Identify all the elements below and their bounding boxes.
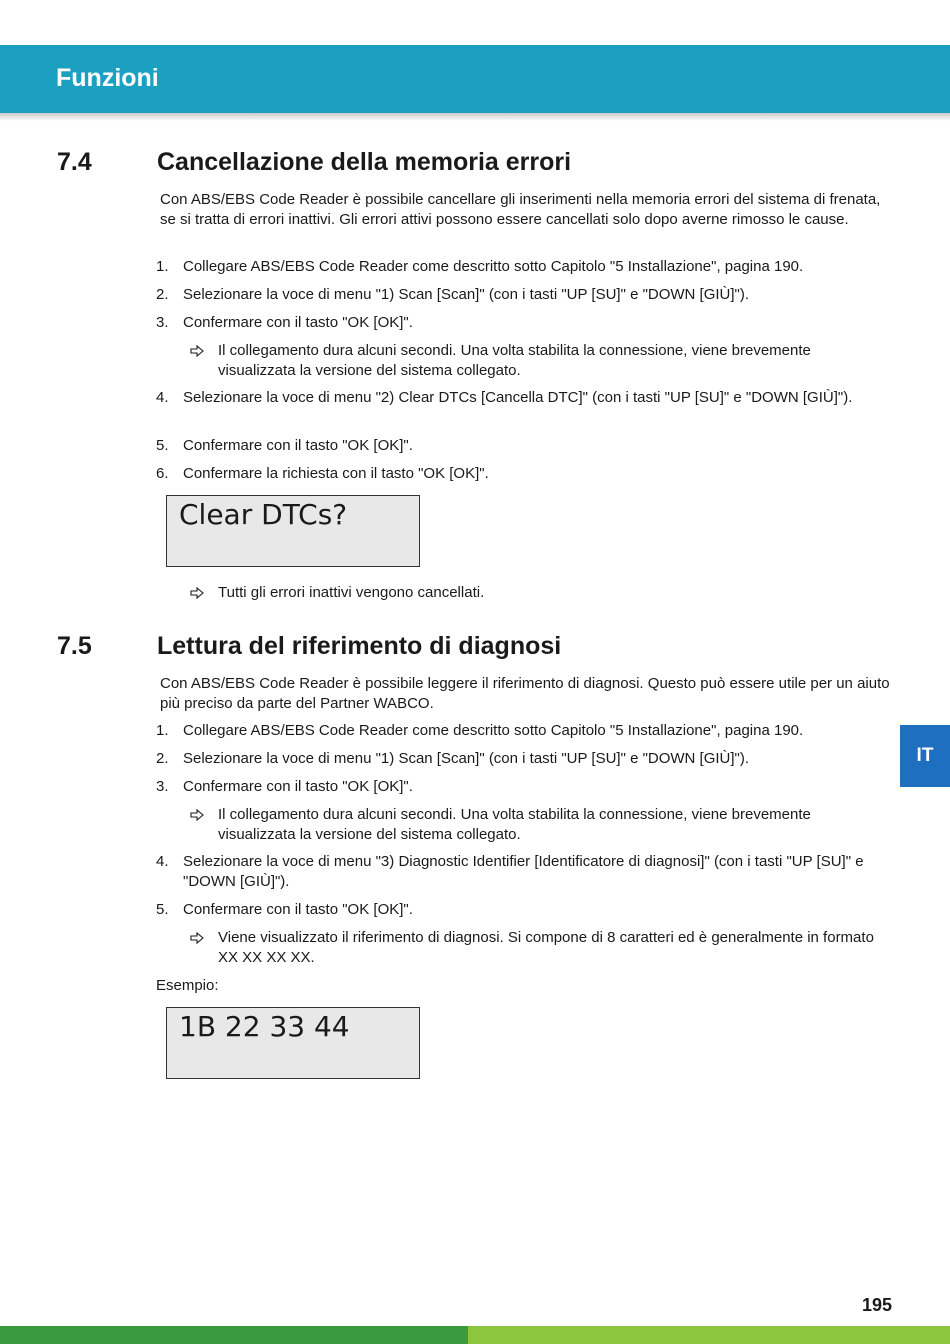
header-shadow (0, 113, 950, 121)
step-number: 4. (156, 389, 169, 406)
result-text: Il collegamento dura alcuni secondi. Una volta stabilita la connessione, viene brevemente visualizzata la versione del sistema collegato. (218, 806, 811, 843)
step-number: 3. (156, 778, 169, 795)
display-text: 1B 22 33 44 (179, 1010, 350, 1043)
step-number: 6. (156, 465, 169, 482)
step-text: Confermare con il tasto "OK [OK]". (183, 778, 413, 795)
section-number: 7.5 (57, 632, 92, 660)
section-intro: Con ABS/EBS Code Reader è possibile leggere il riferimento di diagnosi. Questo può essere utile per un aiuto più preciso da parte del Partner WABCO. (160, 675, 890, 712)
step-number: 4. (156, 853, 169, 870)
result-text: Il collegamento dura alcuni secondi. Una volta stabilita la connessione, viene brevemente visualizzata la versione del sistema collegato. (218, 342, 811, 379)
step-number: 5. (156, 901, 169, 918)
page-number: 195 (862, 1295, 893, 1315)
section-number: 7.4 (57, 148, 92, 176)
step-text: Collegare ABS/EBS Code Reader come descritto sotto Capitolo "5 Installazione", pagina 190. (183, 722, 804, 739)
result-arrow-icon (190, 345, 204, 357)
result-text: Viene visualizzato il riferimento di diagnosi. Si compone di 8 caratteri ed è generalmente in formato XX XX XX XX. (218, 929, 874, 966)
step-number: 1. (156, 722, 169, 739)
step-number: 1. (156, 258, 169, 275)
result-arrow-icon (190, 587, 204, 599)
example-label: Esempio: (156, 977, 219, 994)
footer-bar-dark (0, 1326, 468, 1344)
step-text: Collegare ABS/EBS Code Reader come descritto sotto Capitolo "5 Installazione", pagina 190. (183, 258, 804, 275)
step-number: 5. (156, 437, 169, 454)
result-arrow-icon (190, 809, 204, 821)
result-arrow-icon (190, 932, 204, 944)
step-text: Selezionare la voce di menu "1) Scan [Scan]" (con i tasti "UP [SU]" e "DOWN [GIÙ]"). (183, 286, 750, 303)
step-text: Selezionare la voce di menu "1) Scan [Scan]" (con i tasti "UP [SU]" e "DOWN [GIÙ]"). (183, 750, 750, 767)
result-text: Tutti gli errori inattivi vengono cancellati. (218, 584, 485, 601)
section-intro: Con ABS/EBS Code Reader è possibile cancellare gli inserimenti nella memoria errori del sistema di frenata, se si tratta di errori inattivi. Gli errori attivi possono essere cancellati solo dopo averne rimosso le cause. (160, 191, 881, 228)
section-title: Lettura del riferimento di diagnosi (157, 632, 562, 660)
step-text: Selezionare la voce di menu "3) Diagnostic Identifier [Identificatore di diagnosi]" (con i tasti "UP [SU]" e "DOWN [GIÙ]"). (183, 853, 864, 890)
step-text: Confermare con il tasto "OK [OK]". (183, 437, 413, 454)
step-text: Confermare con il tasto "OK [OK]". (183, 314, 413, 331)
step-number: 3. (156, 314, 169, 331)
display-text: Clear DTCs? (179, 498, 348, 531)
step-text: Confermare con il tasto "OK [OK]". (183, 901, 413, 918)
page-header-title: Funzioni (56, 64, 159, 92)
language-tab: IT (900, 725, 950, 787)
section-title: Cancellazione della memoria errori (157, 148, 572, 176)
device-display (166, 495, 420, 567)
footer-bar-light (468, 1326, 950, 1344)
step-text: Selezionare la voce di menu "2) Clear DTCs [Cancella DTC]" (con i tasti "UP [SU]" e "DOWN [GIÙ]"). (183, 389, 853, 406)
step-number: 2. (156, 286, 169, 303)
step-number: 2. (156, 750, 169, 767)
device-display (166, 1007, 420, 1079)
step-text: Confermare la richiesta con il tasto "OK [OK]". (183, 465, 489, 482)
